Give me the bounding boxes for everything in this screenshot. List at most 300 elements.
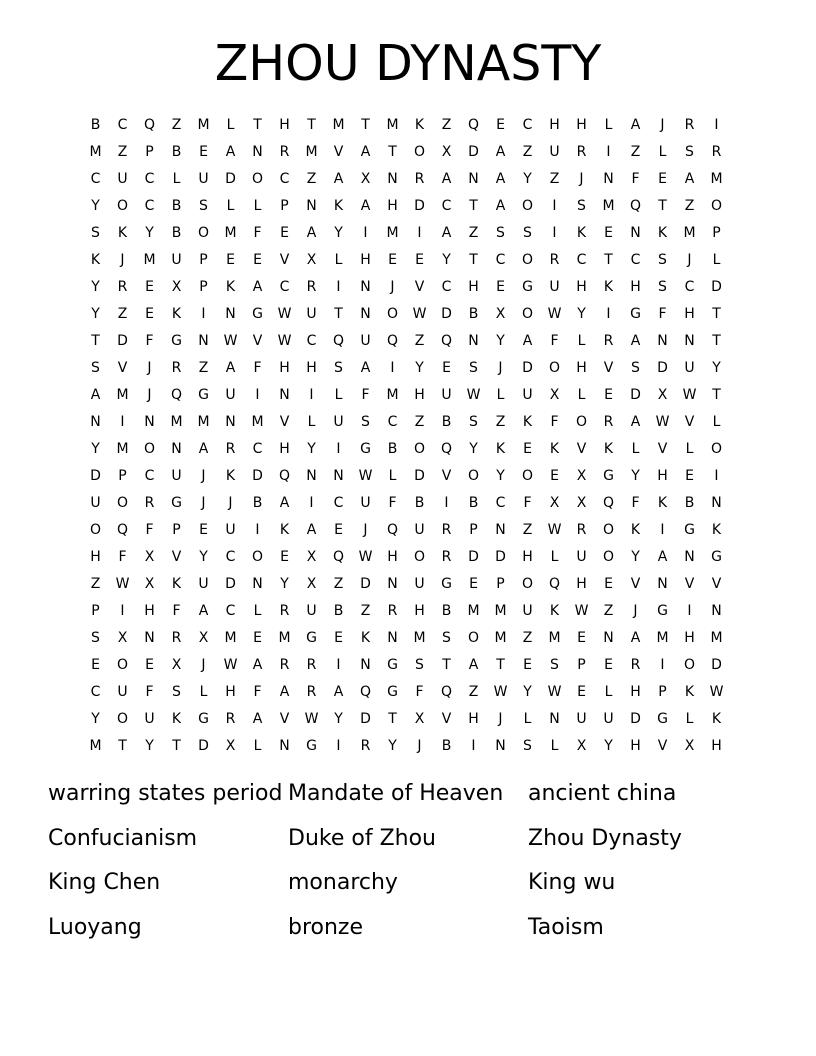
word-list-item: ancient china — [528, 781, 677, 806]
grid-letter: S — [415, 657, 424, 673]
grid-letter: D — [252, 468, 263, 484]
grid-letter: I — [201, 306, 206, 322]
grid-letter: U — [360, 495, 371, 511]
grid-letter: Q — [548, 576, 561, 592]
grid-letter: Z — [360, 603, 371, 619]
grid-letter: T — [118, 738, 127, 754]
grid-letter: L — [604, 684, 613, 700]
grid-letter: C — [117, 117, 128, 133]
grid-letter: U — [144, 711, 155, 727]
grid-letter: E — [604, 225, 613, 241]
grid-letter: B — [252, 495, 263, 511]
grid-letter: Y — [91, 306, 100, 322]
grid-letter: N — [711, 495, 722, 511]
grid-letter: C — [252, 441, 263, 457]
grid-letter: U — [225, 387, 236, 403]
grid-letter: H — [630, 279, 641, 295]
grid-letter: B — [171, 144, 182, 160]
grid-letter: Z — [468, 225, 479, 241]
grid-letter: U — [414, 576, 425, 592]
grid-letter: B — [468, 495, 479, 511]
grid-letter: W — [358, 549, 373, 565]
grid-letter: O — [521, 198, 534, 214]
grid-letter: G — [387, 657, 398, 673]
grid-letter: K — [522, 414, 533, 430]
grid-letter: R — [279, 657, 290, 673]
grid-letter: V — [171, 549, 182, 565]
grid-letter: J — [579, 171, 584, 187]
grid-letter: U — [549, 144, 560, 160]
grid-letter: P — [469, 522, 478, 538]
grid-letter: C — [495, 495, 506, 511]
grid-letter: V — [603, 360, 614, 376]
grid-letter: I — [120, 603, 125, 619]
grid-letter: T — [388, 711, 397, 727]
grid-letter: S — [361, 414, 370, 430]
grid-letter: G — [522, 279, 533, 295]
grid-letter: M — [116, 387, 129, 403]
grid-letter: I — [552, 225, 557, 241]
grid-letter: H — [630, 684, 641, 700]
grid-letter: S — [91, 225, 100, 241]
grid-letter: N — [657, 576, 668, 592]
grid-letter: C — [279, 279, 290, 295]
word-list-item: King Chen — [48, 870, 161, 896]
grid-letter: M — [116, 441, 129, 457]
grid-letter: V — [684, 576, 695, 592]
grid-letter: C — [144, 198, 155, 214]
grid-letter: L — [658, 144, 667, 160]
grid-letter: K — [360, 630, 371, 646]
grid-letter: N — [198, 333, 209, 349]
grid-letter: U — [549, 279, 560, 295]
grid-letter: D — [90, 468, 101, 484]
grid-letter: A — [441, 225, 452, 241]
grid-letter: T — [658, 198, 667, 214]
grid-letter: R — [576, 144, 587, 160]
grid-letter: L — [712, 414, 721, 430]
grid-letter: W — [574, 603, 589, 619]
grid-letter: G — [387, 684, 398, 700]
grid-letter: N — [387, 171, 398, 187]
grid-letter: F — [415, 684, 424, 700]
grid-letter: N — [387, 576, 398, 592]
grid-letter: R — [225, 441, 236, 457]
grid-letter: C — [630, 252, 641, 268]
grid-letter: E — [199, 144, 208, 160]
grid-letter: L — [712, 252, 721, 268]
grid-letter: K — [333, 198, 344, 214]
grid-letter: H — [576, 360, 587, 376]
grid-letter: M — [251, 414, 264, 430]
grid-letter: N — [144, 630, 155, 646]
grid-letter: A — [495, 198, 506, 214]
grid-letter: L — [685, 711, 694, 727]
grid-letter: A — [495, 171, 506, 187]
grid-letter: H — [279, 117, 290, 133]
grid-letter: W — [547, 684, 562, 700]
word-list-item: monarchy — [288, 870, 398, 896]
grid-letter: S — [172, 684, 181, 700]
grid-letter: Q — [440, 684, 453, 700]
grid-letter: K — [603, 441, 614, 457]
grid-letter: O — [575, 414, 588, 430]
grid-letter: Q — [116, 522, 129, 538]
grid-letter: V — [441, 711, 452, 727]
grid-letter: X — [360, 171, 371, 187]
grid-letter: E — [604, 576, 613, 592]
grid-letter: W — [277, 306, 292, 322]
grid-letter: N — [171, 441, 182, 457]
grid-letter: R — [603, 333, 614, 349]
grid-letter: M — [386, 117, 399, 133]
grid-letter: M — [494, 603, 507, 619]
word-list-item: Luoyang — [48, 915, 142, 941]
word-list — [48, 776, 768, 955]
word-list-item: Duke of Zhou — [288, 825, 436, 851]
grid-letter: S — [469, 414, 478, 430]
grid-letter: E — [604, 387, 613, 403]
grid-letter: X — [576, 468, 587, 484]
grid-letter: T — [712, 387, 721, 403]
grid-letter: I — [471, 738, 476, 754]
grid-letter: E — [469, 576, 478, 592]
grid-letter: L — [226, 198, 235, 214]
grid-letter: A — [279, 495, 290, 511]
grid-letter: Y — [496, 468, 505, 484]
grid-letter: K — [90, 252, 101, 268]
grid-letter: X — [306, 549, 317, 565]
grid-letter: L — [226, 117, 235, 133]
grid-letter: M — [143, 252, 156, 268]
grid-letter: X — [549, 495, 560, 511]
grid-letter: R — [711, 144, 722, 160]
grid-letter: Z — [90, 576, 101, 592]
grid-letter: Y — [496, 333, 505, 349]
grid-letter: W — [709, 684, 724, 700]
grid-letter: O — [116, 711, 129, 727]
grid-letter: V — [657, 738, 668, 754]
grid-letter: D — [630, 387, 641, 403]
grid-letter: L — [550, 549, 559, 565]
grid-letter: D — [198, 738, 209, 754]
grid-letter: P — [118, 468, 127, 484]
grid-letter: S — [523, 225, 532, 241]
grid-letter: P — [280, 198, 289, 214]
grid-letter: P — [712, 225, 721, 241]
grid-letter: W — [358, 468, 373, 484]
grid-letter: U — [171, 468, 182, 484]
grid-letter: N — [144, 414, 155, 430]
grid-letter: N — [711, 603, 722, 619]
grid-letter: Y — [415, 360, 424, 376]
grid-letter: T — [469, 198, 478, 214]
grid-letter: M — [386, 387, 399, 403]
grid-letter: J — [228, 495, 233, 511]
grid-letter: S — [631, 360, 640, 376]
grid-letter: Z — [522, 522, 533, 538]
grid-letter: H — [387, 549, 398, 565]
grid-letter: Z — [117, 306, 128, 322]
grid-letter: H — [90, 549, 101, 565]
grid-letter: U — [117, 684, 128, 700]
grid-letter: N — [333, 468, 344, 484]
grid-letter: A — [522, 333, 533, 349]
grid-letter: I — [255, 387, 260, 403]
grid-letter: D — [414, 198, 425, 214]
grid-letter: A — [252, 711, 263, 727]
grid-letter: F — [253, 360, 262, 376]
grid-letter: X — [495, 306, 506, 322]
grid-letter: U — [576, 711, 587, 727]
grid-letter: Z — [414, 333, 425, 349]
grid-letter: E — [145, 306, 154, 322]
grid-letter: A — [225, 360, 236, 376]
grid-letter: L — [334, 252, 343, 268]
grid-letter: Y — [469, 441, 478, 457]
grid-letter: R — [414, 171, 425, 187]
grid-letter: B — [414, 495, 425, 511]
grid-letter: S — [550, 657, 559, 673]
grid-letter: A — [333, 684, 344, 700]
grid-letter: N — [252, 144, 263, 160]
grid-letter: U — [522, 603, 533, 619]
grid-letter: C — [387, 414, 398, 430]
grid-letter: O — [386, 306, 399, 322]
grid-letter: N — [657, 333, 668, 349]
grid-letter: C — [441, 198, 452, 214]
grid-letter: X — [576, 495, 587, 511]
grid-letter: R — [684, 117, 695, 133]
grid-letter: W — [115, 576, 130, 592]
grid-letter: L — [253, 603, 262, 619]
grid-letter: W — [466, 387, 481, 403]
grid-letter: F — [145, 522, 154, 538]
grid-letter: I — [363, 225, 368, 241]
grid-letter: S — [523, 738, 532, 754]
grid-letter: O — [521, 468, 534, 484]
grid-letter: T — [172, 738, 181, 754]
grid-letter: L — [307, 414, 316, 430]
grid-letter: D — [711, 657, 722, 673]
grid-letter: U — [576, 549, 587, 565]
grid-letter: N — [495, 738, 506, 754]
grid-letter: U — [414, 522, 425, 538]
grid-letter: B — [468, 306, 479, 322]
grid-letter: O — [413, 441, 426, 457]
grid-letter: X — [684, 738, 695, 754]
grid-letter: H — [144, 603, 155, 619]
grid-letter: F — [361, 387, 370, 403]
word-list-item: Mandate of Heaven — [288, 781, 504, 806]
grid-letter: I — [606, 144, 611, 160]
grid-letter: I — [255, 522, 260, 538]
grid-letter: S — [577, 198, 586, 214]
grid-letter: K — [603, 279, 614, 295]
grid-letter: Y — [577, 306, 586, 322]
grid-letter: N — [630, 225, 641, 241]
grid-letter: A — [441, 171, 452, 187]
grid-letter: A — [225, 144, 236, 160]
grid-letter: F — [253, 225, 262, 241]
grid-letter: J — [147, 387, 152, 403]
grid-letter: C — [225, 603, 236, 619]
grid-letter: D — [711, 279, 722, 295]
grid-letter: U — [306, 603, 317, 619]
grid-letter: D — [495, 549, 506, 565]
grid-letter: R — [117, 279, 128, 295]
grid-letter: K — [549, 603, 560, 619]
grid-letter: Q — [440, 333, 453, 349]
grid-letter: X — [414, 711, 425, 727]
grid-letter: G — [603, 468, 614, 484]
grid-letter: L — [334, 387, 343, 403]
grid-letter: E — [415, 252, 424, 268]
grid-letter: I — [120, 414, 125, 430]
grid-letter: Z — [117, 144, 128, 160]
grid-letter: U — [117, 171, 128, 187]
grid-letter: O — [413, 144, 426, 160]
grid-letter: M — [413, 630, 426, 646]
grid-letter: I — [714, 468, 719, 484]
grid-letter: M — [305, 144, 318, 160]
grid-letter: F — [145, 684, 154, 700]
grid-letter: H — [657, 468, 668, 484]
grid-letter: M — [89, 144, 102, 160]
grid-letter: I — [606, 306, 611, 322]
grid-letter: T — [388, 144, 397, 160]
grid-letter: D — [414, 468, 425, 484]
grid-letter: Q — [440, 441, 453, 457]
grid-letter: T — [253, 117, 262, 133]
grid-letter: H — [576, 279, 587, 295]
grid-letter: Q — [143, 117, 156, 133]
grid-letter: V — [630, 576, 641, 592]
grid-letter: W — [682, 387, 697, 403]
grid-letter: L — [172, 171, 181, 187]
grid-letter: Y — [199, 549, 208, 565]
grid-letter: F — [118, 549, 127, 565]
grid-letter: D — [225, 576, 236, 592]
grid-letter: E — [253, 630, 262, 646]
grid-letter: C — [225, 549, 236, 565]
grid-letter: V — [657, 441, 668, 457]
grid-letter: T — [334, 306, 343, 322]
grid-letter: U — [306, 306, 317, 322]
grid-letter: L — [496, 387, 505, 403]
grid-letter: Z — [522, 630, 533, 646]
grid-letter: E — [145, 279, 154, 295]
grid-letter: U — [90, 495, 101, 511]
grid-letter: M — [89, 738, 102, 754]
grid-letter: R — [306, 684, 317, 700]
grid-letter: E — [496, 279, 505, 295]
grid-letter: O — [602, 522, 615, 538]
grid-letter: D — [657, 360, 668, 376]
grid-letter: Y — [145, 738, 154, 754]
grid-letter: T — [307, 117, 316, 133]
grid-letter: M — [386, 225, 399, 241]
grid-letter: Y — [307, 441, 316, 457]
grid-letter: P — [577, 657, 586, 673]
grid-letter: R — [549, 252, 560, 268]
grid-letter: Y — [334, 225, 343, 241]
grid-letter: B — [171, 225, 182, 241]
grid-letter: G — [441, 576, 452, 592]
grid-letter: O — [710, 441, 723, 457]
grid-letter: A — [684, 171, 695, 187]
grid-letter: Q — [602, 495, 615, 511]
grid-letter: H — [576, 117, 587, 133]
grid-letter: A — [252, 657, 263, 673]
grid-letter: B — [441, 738, 452, 754]
grid-letter: X — [306, 576, 317, 592]
grid-letter: X — [144, 576, 155, 592]
grid-letter: G — [630, 306, 641, 322]
grid-letter: Y — [523, 684, 532, 700]
word-list-item: Zhou Dynasty — [528, 825, 682, 851]
grid-letter: G — [198, 711, 209, 727]
grid-letter: R — [360, 738, 371, 754]
grid-letter: Y — [388, 738, 397, 754]
letter-grid — [82, 112, 730, 760]
grid-letter: N — [306, 468, 317, 484]
grid-letter: F — [631, 495, 640, 511]
grid-letter: K — [225, 279, 236, 295]
grid-letter: P — [496, 576, 505, 592]
grid-letter: K — [630, 522, 641, 538]
page-title: ZHOU DYNASTY — [214, 35, 602, 92]
grid-letter: C — [495, 252, 506, 268]
grid-letter: M — [170, 414, 183, 430]
grid-letter: Y — [631, 468, 640, 484]
grid-letter: H — [684, 630, 695, 646]
grid-letter: N — [603, 171, 614, 187]
grid-letter: Z — [495, 414, 506, 430]
grid-letter: G — [306, 738, 317, 754]
grid-letter: E — [550, 468, 559, 484]
grid-letter: M — [548, 630, 561, 646]
grid-letter: Z — [333, 576, 344, 592]
grid-letter: H — [468, 711, 479, 727]
grid-letter: E — [685, 468, 694, 484]
grid-letter: K — [225, 468, 236, 484]
grid-letter: N — [360, 657, 371, 673]
grid-letter: F — [631, 171, 640, 187]
grid-letter: U — [684, 360, 695, 376]
grid-letter: L — [604, 117, 613, 133]
grid-letter: E — [199, 522, 208, 538]
grid-letter: P — [91, 603, 100, 619]
grid-letter: A — [360, 144, 371, 160]
grid-letter: N — [387, 630, 398, 646]
grid-letter: W — [277, 333, 292, 349]
grid-letter: K — [171, 711, 182, 727]
grid-letter: A — [252, 279, 263, 295]
grid-letter: W — [493, 684, 508, 700]
grid-letter: N — [90, 414, 101, 430]
grid-letter: J — [201, 468, 206, 484]
grid-letter: E — [604, 657, 613, 673]
grid-letter: L — [523, 711, 532, 727]
grid-letter: E — [577, 684, 586, 700]
grid-letter: M — [710, 630, 723, 646]
grid-letter: H — [630, 738, 641, 754]
grid-letter: X — [657, 387, 668, 403]
grid-letter: Y — [91, 711, 100, 727]
grid-letter: B — [441, 603, 452, 619]
grid-letter: B — [90, 117, 101, 133]
